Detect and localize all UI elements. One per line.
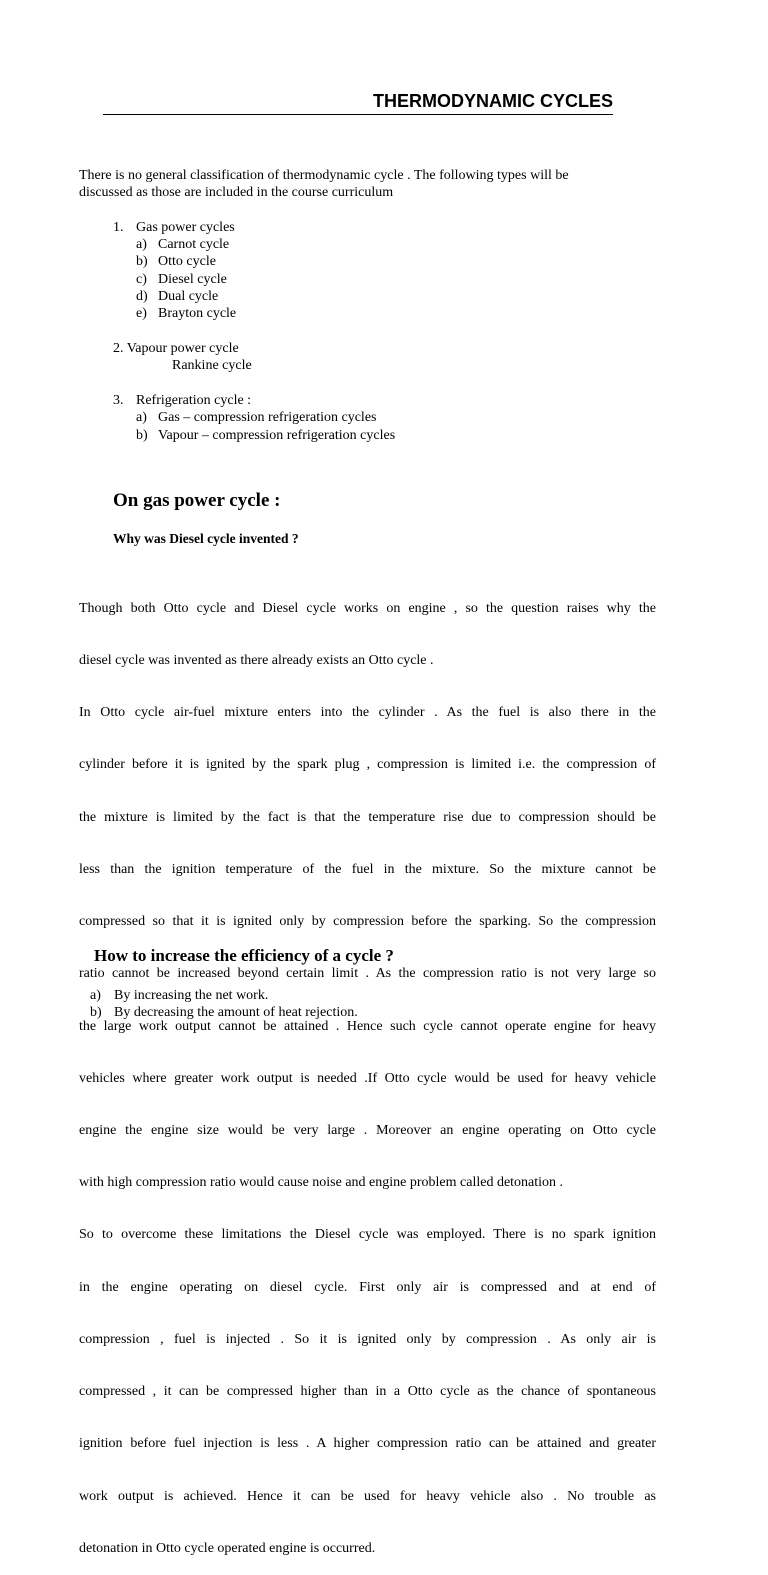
section-heading-efficiency: How to increase the efficiency of a cycle ?: [94, 946, 394, 965]
list-item: Diesel cycle: [158, 272, 227, 287]
body-line: with high compression ratio would cause noise and engine problem called detonation .: [79, 1175, 564, 1191]
body-line: cylinder before it is ignited by the spark plug , compression is limited i.e. the compression of: [79, 757, 656, 773]
list2-sub: Rankine cycle: [172, 358, 252, 373]
list2-label: 2. Vapour power cycle: [113, 341, 239, 356]
body-line: ignition before fuel injection is less . A higher compression ratio can be attained and greater: [79, 1436, 656, 1452]
list-item-letter: a): [136, 410, 147, 425]
intro-paragraph: [79, 167, 656, 202]
list-item: Brayton cycle: [158, 306, 237, 321]
body-line: compressed so that it is ignited only by compression before the sparking. So the compression: [79, 914, 656, 930]
body-line: less than the ignition temperature of the fuel in the mixture. So the mixture cannot be: [79, 861, 656, 877]
body-line: ratio cannot be increased beyond certain limit . As the compression ratio is not very large so: [79, 966, 656, 982]
list-item: Carnot cycle: [158, 237, 230, 252]
list-item-letter: a): [136, 237, 147, 252]
body-line: So to overcome these limitations the Diesel cycle was employed. There is no spark ignition: [79, 1227, 656, 1243]
body-line: compressed , it can be compressed higher than in a Otto cycle as the chance of spontaneous: [79, 1384, 656, 1400]
page-title: THERMODYNAMIC CYCLES: [372, 91, 613, 111]
list-item-letter: a): [90, 988, 101, 1003]
body-line: diesel cycle was invented as there already exists an Otto cycle .: [79, 653, 434, 669]
list-item: Dual cycle: [158, 289, 219, 304]
list-item-letter: e): [136, 306, 147, 321]
list-item-letter: b): [90, 1005, 102, 1020]
intro-line: discussed as those are included in the course curriculum: [79, 185, 394, 201]
section-heading-gas: On gas power cycle :: [113, 490, 281, 511]
list-item-letter: d): [136, 289, 148, 304]
body-line: engine the engine size would be very large . Moreover an engine operating on Otto cycle: [79, 1123, 656, 1138]
list-item: By decreasing the amount of heat rejection.: [114, 1005, 358, 1020]
body-line: the large work output cannot be attained . Hence such cycle cannot operate engine for heavy: [79, 1018, 656, 1034]
list-item: Otto cycle: [158, 254, 216, 269]
list1-number: 1.: [113, 220, 124, 235]
list-item-letter: b): [136, 428, 148, 443]
list-item-letter: c): [136, 272, 147, 287]
body-line: In Otto cycle air-fuel mixture enters into the cylinder . As the fuel is also there in the: [79, 705, 656, 721]
list-item: Vapour – compression refrigeration cycles: [158, 428, 396, 443]
list3-label: Refrigeration cycle :: [136, 393, 252, 408]
list-item: By increasing the net work.: [114, 988, 269, 1003]
body-line: Though both Otto cycle and Diesel cycle works on engine , so the question raises why the: [79, 600, 656, 616]
title-underline: [103, 114, 613, 115]
intro-line: There is no general classification of thermodynamic cycle . The following types will be: [79, 168, 569, 183]
body-line: compression , fuel is injected . So it is ignited only by compression . As only air is: [79, 1331, 656, 1347]
body-line: the mixture is limited by the fact is that the temperature rise due to compression should be: [79, 809, 656, 825]
subheading-diesel: Why was Diesel cycle invented ?: [113, 531, 299, 546]
body-line: work output is achieved. Hence it can be used for heavy vehicle also . No trouble as: [79, 1488, 656, 1504]
body-line: detonation in Otto cycle operated engine is occurred.: [79, 1540, 376, 1556]
body-paragraph: [79, 565, 656, 1575]
list3-number: 3.: [113, 393, 124, 408]
list1-label: Gas power cycles: [136, 220, 235, 235]
list-item-letter: b): [136, 254, 148, 269]
body-line: vehicles where greater work output is needed .If Otto cycle would be used for heavy vehicle: [79, 1070, 656, 1086]
list-item: Gas – compression refrigeration cycles: [158, 410, 377, 425]
body-line: in the engine operating on diesel cycle. First only air is compressed and at end of: [79, 1279, 656, 1295]
